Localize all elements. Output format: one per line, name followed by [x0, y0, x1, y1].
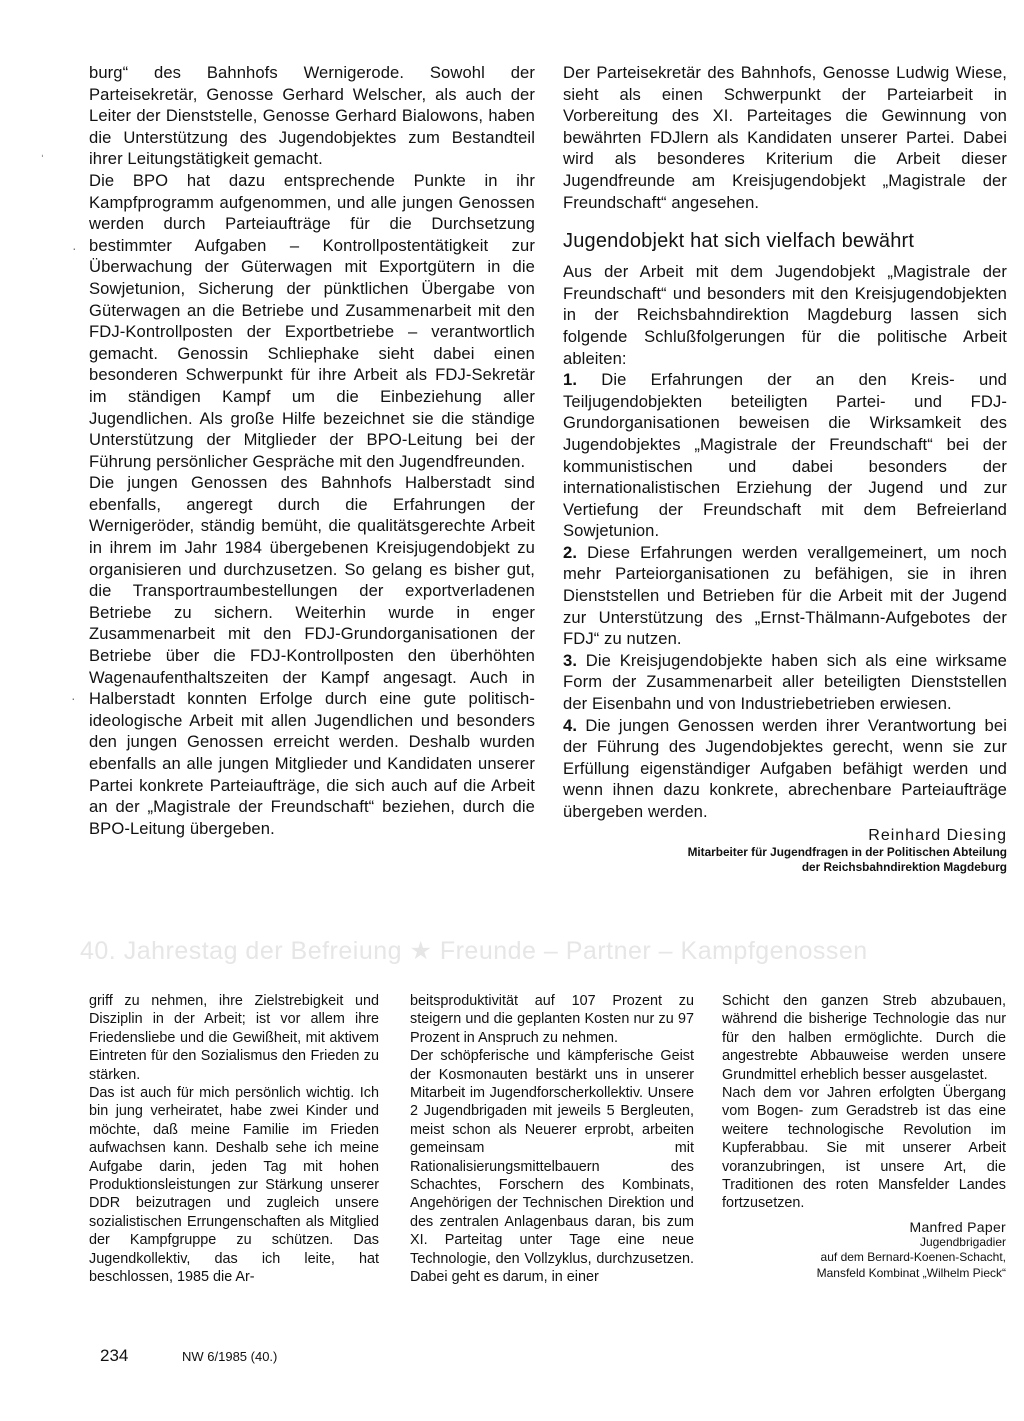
author-name: Reinhard Diesing — [868, 826, 1007, 844]
author-role: Jugendbrigadier — [919, 1234, 1006, 1249]
show-through-banner: 40. Jahrestag der Befreiung ★ Freunde – Partner – Kampfgenossen — [80, 937, 868, 965]
paragraph: Der schöpferische und kämpferische Geist der Kosmonauten bestärkt uns in unserer Mitarbeit im Jugendforscherkollektiv. Unsere 2 Jugendbrigaden mit jeweils 5 Bergleuten, meist schon als Neuerer erprobt, arbeiten gemeinsam mit Rationalisierungsmittelbauern des Schachtes, Forschern des Kombinats, Angehörigen der Technischen Direktion und des zentralen Anlagenbaus daran, bis zum XI. Parteitag unter Tage eine neue Technologie, den Vollzyklus, durchzusetzen. Dabei geht es darum, in einer — [410, 1048, 694, 1286]
paragraph: beitsproduktivität auf 107 Prozent zu steigern und die geplanten Kosten nur zu 97 Prozent in Anspruch zu nehmen. — [410, 993, 694, 1046]
paragraph: Die jungen Genossen des Bahnhofs Halberstadt sind ebenfalls, angeregt durch die Erfahrungen der Wernigeröder, ständig bemüht, die qualitätsgerechte Arbeit in ihrem im Jahr 1984 übergebenen Kreisjugendobjekt zu organisieren und durchzusetzen. So gelang es bisher gut, die Transportraumbestellungen der exportverladenen Betriebe zu sichern. Weiterhin wurde in enger Zusammenarbeit mit den FDJ-Grundorganisationen der Betriebe über die FDJ-Kontrollposten den überhöhten Wagenaufenthaltszeiten der Kampf angesagt. Auch in Halberstadt konnten Erfolge durch eine gute politisch-ideologische Arbeit mit allen Jugendlichen und besonders den jungen Genossen erreicht werden. Deshalb wurden ebenfalls an alle jungen Mitglieder und Kandidaten unserer Partei konkrete Parteiaufträge, die sich auch auf die Arbeit an der „Magistrale der Freundschaft“ beziehen, durch die BPO-Leitung übergeben. — [89, 473, 535, 838]
paragraph: Das ist auch für mich persönlich wichtig. Ich bin jung verheiratet, habe zwei Kinder und möchte, daß meine Familie im Frieden aufwachsen kann. Deshalb sehe ich meine Aufgabe darin, jeden Tag mit hohen Produktionsleistungen zur Stärkung unserer DDR beizutragen und zugleich unsere sozialistischen Errungenschaften als Mitglied der Kampfgruppe zu schützen. Das Jugendkollektiv, das ich leite, hat beschlossen, 1985 die Ar- — [89, 1085, 379, 1286]
scan-mark: · — [71, 690, 76, 706]
section-heading: Jugendobjekt hat sich vielfach bewährt — [563, 230, 915, 253]
author-name: Manfred Paper — [909, 1218, 1006, 1235]
paragraph: burg“ des Bahnhofs Wernigerode. Sowohl der Parteisekretär, Genosse Gerhard Welscher, als auch der Leiter der Dienststelle, Genosse Gerhard Bialowons, haben die Unterstützung des Jugendobjektes zum Bestandteil ihrer Leitungstätigkeit gemacht. — [89, 63, 535, 169]
point-item — [563, 715, 1007, 823]
point-text: Diese Erfahrungen werden verallgemeinert, um noch mehr Parteiorganisationen zu befähigen, sie in ihren Dienststellen und Betrieben für die Arbeit mit der Jugend zur Unterstützung des „Ernst-Thälmann-Aufgebotes der FDJ“ zu nutzen. — [563, 542, 1007, 649]
point-item — [563, 369, 1007, 542]
paragraph: Die BPO hat dazu entsprechende Punkte in ihr Kampfprogramm aufgenommen, und alle jungen Genossen werden durch Parteiaufträge für die Durchsetzung bestimmter Aufgaben – Kontrollpostentätigkeit zur Überwachung der Güterwagen mit Exportgütern in die Sowjetunion, Sicherung der pünktlichen Übergabe von Güterwagen an die Betriebe und Zusammenarbeit mit den FDJ-Kontrollposten der Exportbetriebe – verantwortlich gemacht. Genossin Schliephake sieht dabei einen besonderen Schwerpunkt für ihre Arbeit als FDJ-Sekretär im ständigen Kampf um die Einbeziehung aller Jugendlichen. Als große Hilfe bezeichnet sie die ständige Unterstützung der Mitglieder der BPO-Leitung bei der Führung persönlicher Gespräche mit den Jugendfreunden. — [89, 170, 535, 471]
point-text: Die Kreisjugendobjekte haben sich als eine wirksame Form der Zusammenarbeit aller beteiligten Dienststellen der Eisenbahn und von Industriebetrieben erwiesen. — [563, 650, 1007, 714]
author-role: Mitarbeiter für Jugendfragen in der Politischen Abteilung — [687, 844, 1007, 859]
point-number: 4. — [563, 715, 578, 735]
point-text: Die Erfahrungen der an den Kreis- und Teiljugendobjekten beteiligten Partei- und FDJ-Grundorganisationen beweisen die Wirksamkeit des Jugendobjektes „Magistrale der Freundschaft“ bei der kommunistischen und dabei besonders der internationalistischen Erziehung der Jugend und zur Vertiefung der Freundschaft mit dem Befreierland Sowjetunion. — [563, 370, 1007, 541]
point-item — [563, 650, 1007, 715]
issue-label: NW 6/1985 (40.) — [182, 1349, 278, 1364]
scan-mark: ˈ — [40, 152, 45, 168]
author-affiliation: der Reichsbahndirektion Magdeburg — [801, 859, 1007, 874]
author-employer: Mansfeld Kombinat „Wilhelm Pieck“ — [816, 1265, 1006, 1280]
bottom-column-2 — [410, 992, 694, 1287]
bottom-column-3 — [722, 992, 1006, 1281]
top-right-column — [563, 62, 1007, 875]
scan-mark: · — [72, 240, 77, 256]
paragraph: griff zu nehmen, ihre Zielstrebigkeit und Disziplin in der Arbeit; ist vor allem ihre Friedensliebe und die Gewißheit, mit aktivem Eintreten für den Sozialismus den Frieden zu stärken. — [89, 993, 379, 1083]
point-text: Die jungen Genossen werden ihrer Verantwortung bei der Führung des Jugendobjektes gerecht, wenn sie zur Erfüllung eigenständiger Aufgaben befähigt werden und wenn ihnen dazu konkrete, abrechenbare Parteiaufträge übergeben werden. — [563, 715, 1007, 821]
author-workplace: auf dem Bernard-Koenen-Schacht, — [820, 1250, 1006, 1265]
page-number: 234 — [100, 1346, 129, 1365]
paragraph: Schicht den ganzen Streb abzubauen, während die bisherige Technologie das nur für den halben ermöglichte. Durch die angestrebte Abbauweise werden unsere Grundmittel erheblich besser ausgelastet. — [722, 993, 1006, 1083]
point-number: 1. — [563, 370, 578, 390]
top-left-column — [89, 62, 535, 839]
point-number: 2. — [563, 542, 578, 562]
lead-paragraph: Aus der Arbeit mit dem Jugendobjekt „Magistrale der Freundschaft“ und besonders mit den Kreisjugendobjekten in der Reichsbahndirektion Magdeburg lassen sich folgende Schlußfolgerungen für die politische Arbeit ableiten: — [563, 262, 1007, 368]
point-item — [563, 542, 1007, 650]
intro-paragraph: Der Parteisekretär des Bahnhofs, Genosse Ludwig Wiese, sieht als einen Schwerpunkt der Parteiarbeit in Vorbereitung des XI. Parteitages die Gewinnung von bewährten FDJlern als Kandidaten unserer Partei. Dabei wird als besonderes Kriterium die Arbeit dieser Jugendfreunde am Kreisjugendobjekt „Magistrale der Freundschaft“ angesehen. — [563, 63, 1007, 212]
point-number: 3. — [563, 650, 578, 670]
paragraph: Nach dem vor Jahren erfolgten Übergang vom Bogen- zum Geradstreb ist das eine weitere technologische Revolution im Kupferabbau. Sie mit unserer Arbeit voranzubringen, ist unsere Art, die Traditionen des roten Mansfelder Landes fortzusetzen. — [722, 1085, 1006, 1212]
bottom-column-1 — [89, 992, 379, 1287]
